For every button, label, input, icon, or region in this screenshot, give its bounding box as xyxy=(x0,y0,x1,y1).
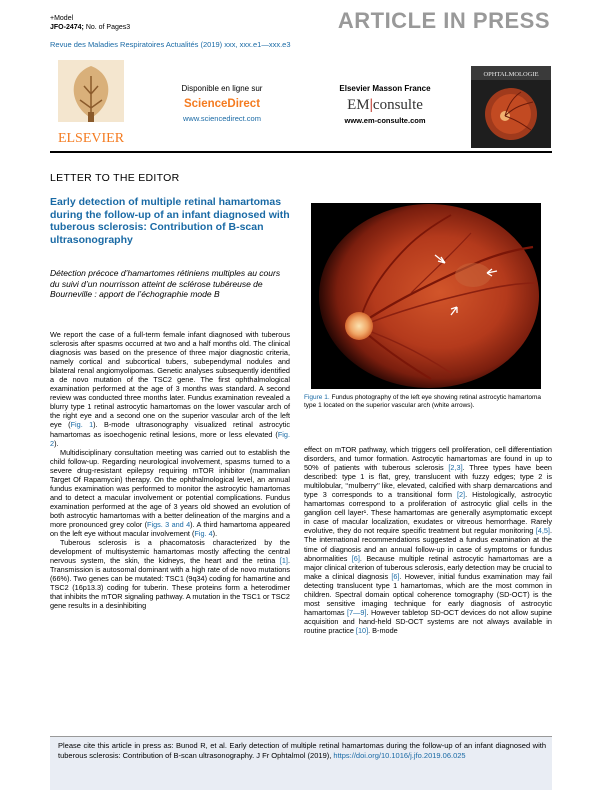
sd-available-text: Disponible en ligne sur xyxy=(181,84,263,93)
em-consulte-logo: EM|consulte xyxy=(347,97,423,113)
em-consulte-link[interactable]: www.em-consulte.com xyxy=(344,116,426,125)
figure-caption-text: Fundus photography of the left eye showing retinal astrocytic hamartoma type 1 located on the superior vascular arch (white arrows). xyxy=(304,394,542,410)
reference-link[interactable]: [6] xyxy=(391,571,400,581)
figure-link[interactable]: Fig. 2 xyxy=(50,429,290,448)
paragraph: Tuberous sclerosis is a phacomatosis characterized by the development of multisystemic hamartomas mostly affecting the central nervous system, the skin, the kidneys, the heart and the retina [1]. Transmission is autosomal dominant with a high rate of de novo mutations (66%). Two genes can be mutated: TSC1 (9q34) coding for hamartine and TSC2 (16p13.3) coding for tuberin. These proteins form a heterodimer that inhibits the mTOR signaling pathway. A mutation in the TSC1 or TSC2 gene results in a desinhibiting xyxy=(50,538,290,611)
doi-link[interactable]: https://doi.org/10.1016/j.jfo.2019.06.025 xyxy=(333,750,466,760)
figure-link[interactable]: Figs. 3 and 4 xyxy=(147,519,191,529)
paragraph: effect on mTOR pathway, which triggers cell proliferation, cell differentiation disorders, and tumor formation. Astrocytic hamartomas are found in up to 50% of patients with tuberous sclerosis [2,3]. Three types have been described: type 1 is flat, grey, translucent with fuzzy edges; type 2 is multilobular, ‘‘mulberry’’ like, elevated, calcified with sharp demarcations and type 3 corresponds to a transitional form [2]. Histologically, astrocytic hamartomas correspond to a proliferation of astrocytic glial cells in the ganglion cell layer¹. These hamartomas are generally asymptomatic except in case of macular localization, exudates or vitreous hemorrhage. Rarely evolutive, they do not require specific treatment but regular monitoring [4,5]. The international recommendations suggested a fundus examination at the time of diagnosis and an annual follow-up in case of symptoms or fundus abnormalities [6]. Because multiple retinal astrocytic hamartomas are a major clinical criterion of tuberous sclerosis, early detection may be crucial to make a clinical diagnosis [6]. However, initial fundus examination may fail detecting translucent type 1 hamartomas, which are the most common in children. Spectral domain optical coherence tomography (SD-OCT) is the most sensitive imaging technique for early diagnosis of astrocytic hamartomas [7—9]. However tabletop SD-OCT devices do not allow supine acquisition and hand-held SD-OCT systems are not always available in routine practice [10]. B-mode xyxy=(304,445,552,635)
elsevier-wordmark: ELSEVIER xyxy=(57,131,125,146)
body-column-right xyxy=(304,445,552,635)
section-label: LETTER TO THE EDITOR xyxy=(50,172,180,184)
reference-link[interactable]: [6] xyxy=(351,553,360,563)
reference-link[interactable]: [1] xyxy=(279,556,288,566)
running-header xyxy=(50,14,130,32)
article-title: Early detection of multiple retinal hamartomas during the follow-up of an infant diagnosed with tuberous sclerosis: Contribution of B-scan ultrasonography xyxy=(50,196,290,246)
article-id: JFO-2474; xyxy=(50,24,84,31)
page-count: No. of Pages3 xyxy=(85,24,131,31)
elsevier-logo xyxy=(50,56,132,152)
figure-1-fundus-photo xyxy=(311,203,541,389)
reference-link[interactable]: [10] xyxy=(355,625,369,635)
citation-box xyxy=(50,736,552,790)
em-title: Elsevier Masson France xyxy=(339,84,431,93)
figure-label: Figure 1. xyxy=(304,394,330,401)
article-subtitle-french: Détection précoce d’hamartomes rétiniens multiples au cours du suivi d’un nourrisson atteint de sclérose tubéreuse de Bourneville : apport de l’échographie mode B xyxy=(50,268,281,299)
paragraph: Multidisciplinary consultation meeting was carried out to establish the child follow-up. Regarding neurological involvement, spasms turned to a severe drug-resistant epilepsy requiring mTOR inhibitor (mammalian Target Of Rapamycin) therapy. On the ophthalmological level, an annual fundus examination was performed to monitor the astrocytic hamartomas and to detect a macular involvement or potential complications. Fundus examination performed at the age of 3 years old showed an evolution of both astrocytic hamartomas with a better delineation of the margins and a more pronounced grey color (Figs. 3 and 4). A third hamartoma appeared on the left eye without macular involvement (Fig. 4). xyxy=(50,447,290,539)
reference-link[interactable]: [7—9] xyxy=(347,607,367,617)
reference-link[interactable]: [2,3] xyxy=(448,463,463,473)
journal-cover-thumbnail xyxy=(471,66,551,148)
body-column-left xyxy=(50,330,290,610)
sciencedirect-block xyxy=(162,84,282,123)
journal-citation-line[interactable]: Revue des Maladies Respiratoires Actualités (2019) xxx, xxx.e1—xxx.e3 xyxy=(50,40,291,49)
citation-text: Please cite this article in press as: Bunod R, et al. Early detection of multiple retinal hamartomas during the follow-up of an infant diagnosed with tuberous sclerosis: Contribution of B-scan ultrasonography. J Fr Ophtalmol (2019), https://doi.org/10.1016/j.jfo.2019.06.025 xyxy=(58,741,546,760)
figure-link[interactable]: Fig. 1 xyxy=(70,420,94,430)
banner-divider xyxy=(50,151,552,153)
sciencedirect-link[interactable]: www.sciencedirect.com xyxy=(183,114,261,123)
figure-caption xyxy=(304,394,552,411)
sciencedirect-logo: ScienceDirect xyxy=(183,98,261,110)
paragraph: We report the case of a full-term female infant diagnosed with tuberous sclerosis after spasms occurred at two and a half months old. The clinical diagnosis was based on the presence of three major diagnostic criteria, namely cortical and subcortical tubers, subependymal nodules and bilateral renal angiomyolipomas. Genetic analyses subsequently identified a de novo mutation of the TSC2 gene. The first ophthalmological examination performed at the age of 3 months was standard. A second review was conducted three months later. Fundus examination revealed a blurry type 1 retinal astrocytic hamartomas on the lower vascular arch of the right eye and a second one on the superior vascular arch of the left eye (Fig. 1). B-mode ultrasonography visualized retinal astrocytic hamartomas as isoechogenic retinal lesions, more or less elevated (Fig. 2). xyxy=(50,330,290,448)
cover-title: OPHTALMOLOGIE xyxy=(483,71,539,78)
reference-link[interactable]: [4,5] xyxy=(535,526,550,536)
em-consulte-block xyxy=(316,84,454,125)
model-tag: +Model xyxy=(50,15,74,22)
em-logo-em: EM xyxy=(347,97,370,113)
article-in-press-label: ARTICLE IN PRESS xyxy=(337,8,550,33)
em-logo-consulte: consulte xyxy=(372,97,423,113)
reference-link[interactable]: [2] xyxy=(456,490,466,500)
figure-link[interactable]: Fig. 4 xyxy=(194,529,213,539)
